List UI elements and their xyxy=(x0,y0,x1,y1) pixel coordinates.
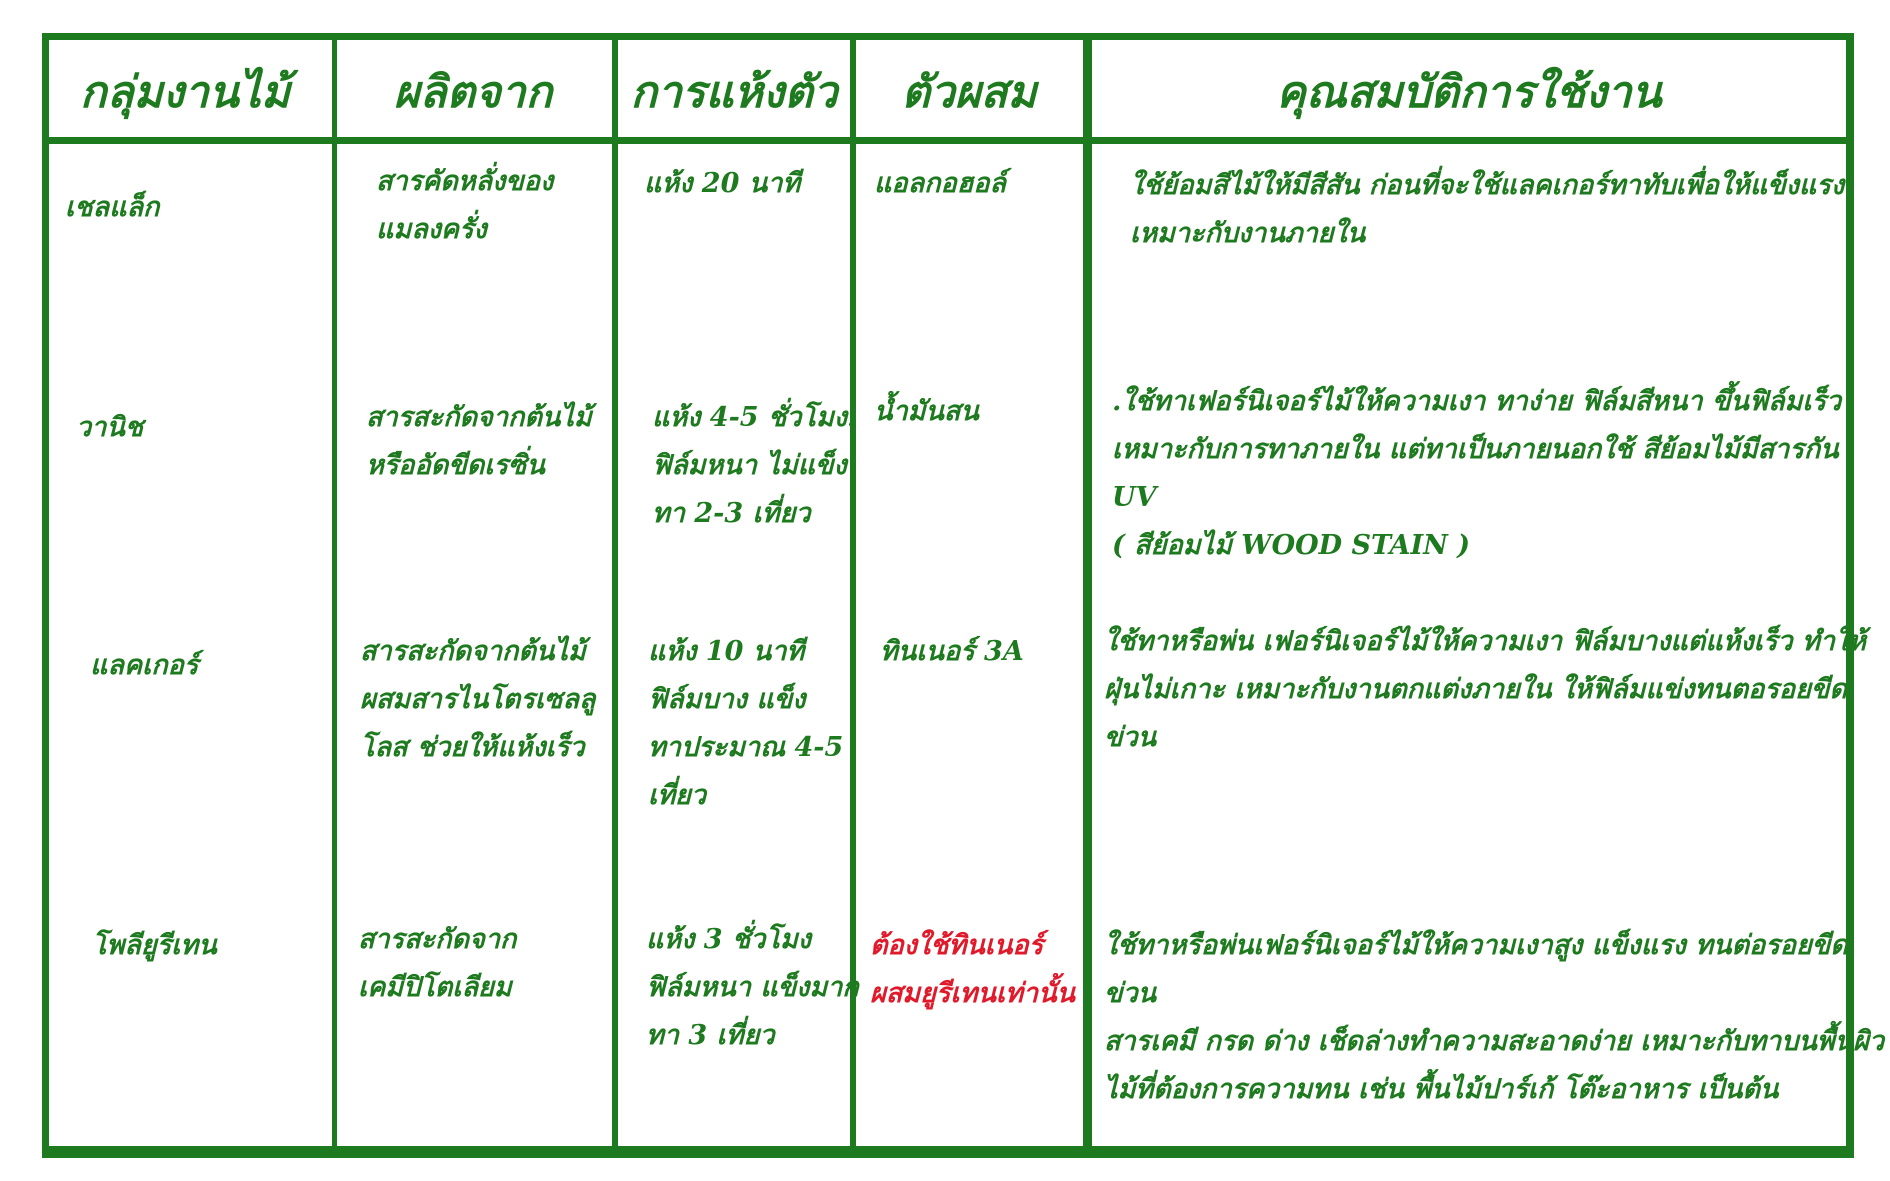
row-2-drying-line-3: ทา 2-3 เที่ยว xyxy=(652,498,811,529)
row-3-source-line-3: โลส ช่วยให้แห้งเร็ว xyxy=(360,732,585,763)
row-1-drying xyxy=(644,160,800,208)
row-2-mixer xyxy=(874,388,979,436)
row-1-properties xyxy=(1130,162,1844,258)
row-4-properties xyxy=(1104,922,1890,1114)
table-border-bottom xyxy=(42,1146,1854,1158)
header-made-from: ผลิตจาก xyxy=(393,67,553,118)
row-4-properties-line-1: ใช้ทาหรือพ่นเฟอร์นิเจอร์ไม้ให้ความเงาสูง แข็งแรง ทนต่อรอยขีดข่วน xyxy=(1104,930,1848,1009)
row-2-source-line-1: สารสะกัดจากต้นไม้ xyxy=(366,402,592,433)
row-2-drying-line-2: ฟิล์มหนา ไม่แข็ง xyxy=(652,450,847,481)
header-mixer: ตัวผสม xyxy=(901,67,1037,118)
row-2-drying xyxy=(652,394,856,538)
row-2-properties-line-3: ( สีย้อมไม้ WOOD STAIN ) xyxy=(1112,530,1470,561)
header-drying: การแห้งตัว xyxy=(630,67,838,118)
header-properties: คุณสมบัติการใช้งาน xyxy=(1276,67,1662,118)
row-1-source-line-1: สารคัดหลั่งของ xyxy=(376,166,554,197)
header-wood-group: กลุ่มงานไม้ xyxy=(79,67,290,118)
row-3-properties xyxy=(1104,618,1890,762)
row-4-drying xyxy=(646,916,859,1060)
row-3-properties-line-2: ฝุ่นไม่เกาะ เหมาะกับงานตกแต่งภายใน ให้ฟิล์มแข่งทนตอรอยขีดข่วน xyxy=(1104,674,1847,753)
row-3-source-line-1: สารสะกัดจากต้นไม้ xyxy=(360,636,586,667)
row-1-source-line-2: แมลงครั่ง xyxy=(376,214,487,245)
row-1-drying-line-1: แห้ง 20 นาที xyxy=(644,168,801,199)
row-1-mixer xyxy=(874,160,1006,208)
row-1-group: เชลแล็ก xyxy=(65,192,160,223)
row-4-properties-line-2: สารเคมี กรด ด่าง เช็ดล่างทำความสะอาดง่าย เหมาะกับทาบนพื้นผิว xyxy=(1104,1026,1885,1057)
row-3-drying-line-2: ฟิล์มบาง แข็ง xyxy=(648,684,806,715)
row-3-drying-line-4: เที่ยว xyxy=(648,780,707,811)
row-4-source-line-1: สารสะกัดจาก xyxy=(358,924,517,955)
column-divider-1 xyxy=(332,33,337,1156)
row-3-mixer xyxy=(880,628,1024,676)
row-1-properties-line-1: ใช้ย้อมสีไม้ให้มีสีสัน ก่อนที่จะใช้แลคเกอร์ทาทับเพื่อให้แข็งแรง xyxy=(1130,170,1844,201)
row-4-mixer-line-1: ต้องใช้ทินเนอร์ xyxy=(870,930,1044,961)
row-3-drying xyxy=(648,628,843,820)
row-2-properties-line-2: เหมาะกับการทาภายใน แต่ทาเป็นภายนอกใช้ สีย้อมไม้มีสารกัน UV xyxy=(1112,434,1839,513)
header-separator xyxy=(42,137,1854,144)
row-3-source-line-2: ผสมสารไนโตรเซลลู xyxy=(360,684,596,715)
row-4-group: โพลียูรีเทน xyxy=(92,930,217,961)
column-divider-4 xyxy=(1083,33,1092,1156)
row-3-source xyxy=(360,628,595,772)
row-1-mixer-line-1: แอลกอฮอล์ xyxy=(874,168,1006,199)
row-4-drying-line-3: ทา 3 เที่ยว xyxy=(646,1020,775,1051)
row-2-properties xyxy=(1112,378,1890,570)
row-3-properties-line-1: ใช้ทาหรือพ่น เฟอร์นิเจอร์ไม้ให้ความเงา ฟิล์มบางแต่แห้งเร็ว ทำให้ xyxy=(1104,626,1866,657)
row-3-drying-line-3: ทาประมาณ 4-5 xyxy=(648,732,844,763)
row-2-drying-line-1: แห้ง 4-5 ชั่วโมง. xyxy=(652,402,857,433)
row-2-properties-line-1: .ใช้ทาเฟอร์นิเจอร์ไม้ให้ความเงา ทาง่าย ฟิล์มสีหนา ขึ้นฟิล์มเร็ว xyxy=(1112,386,1842,417)
row-3-drying-line-1: แห้ง 10 นาที xyxy=(648,636,805,667)
table-border-top xyxy=(42,33,1854,40)
row-2-source-line-2: หรืออัดขีดเรซิ่น xyxy=(366,450,545,481)
row-3-group: แลคเกอร์ xyxy=(90,650,199,681)
row-1-source xyxy=(376,158,553,254)
row-2-source xyxy=(366,394,592,490)
row-4-mixer xyxy=(870,922,1075,1018)
row-3-mixer-line-1: ทินเนอร์ 3A xyxy=(880,636,1024,667)
row-1-properties-line-2: เหมาะกับงานภายใน xyxy=(1130,218,1366,249)
row-4-source-line-2: เคมีปิโตเลียม xyxy=(358,972,512,1003)
row-4-mixer-line-2: ผสมยูรีเทนเท่านั้น xyxy=(870,978,1076,1009)
row-2-group: วานิช xyxy=(76,412,144,443)
row-4-source xyxy=(358,916,516,1012)
row-2-mixer-line-1: น้ำมันสน xyxy=(874,396,979,427)
row-4-drying-line-2: ฟิล์มหนา แข็งมาก xyxy=(646,972,859,1003)
table-border-left xyxy=(42,33,49,1156)
column-divider-2 xyxy=(612,33,618,1156)
row-4-properties-line-3: ไม้ที่ต้องการความทน เช่น พื้นไม้ปาร์เก้ โต๊ะอาหาร เป็นต้น xyxy=(1104,1074,1779,1105)
row-4-drying-line-1: แห้ง 3 ชั่วโมง xyxy=(646,924,811,955)
